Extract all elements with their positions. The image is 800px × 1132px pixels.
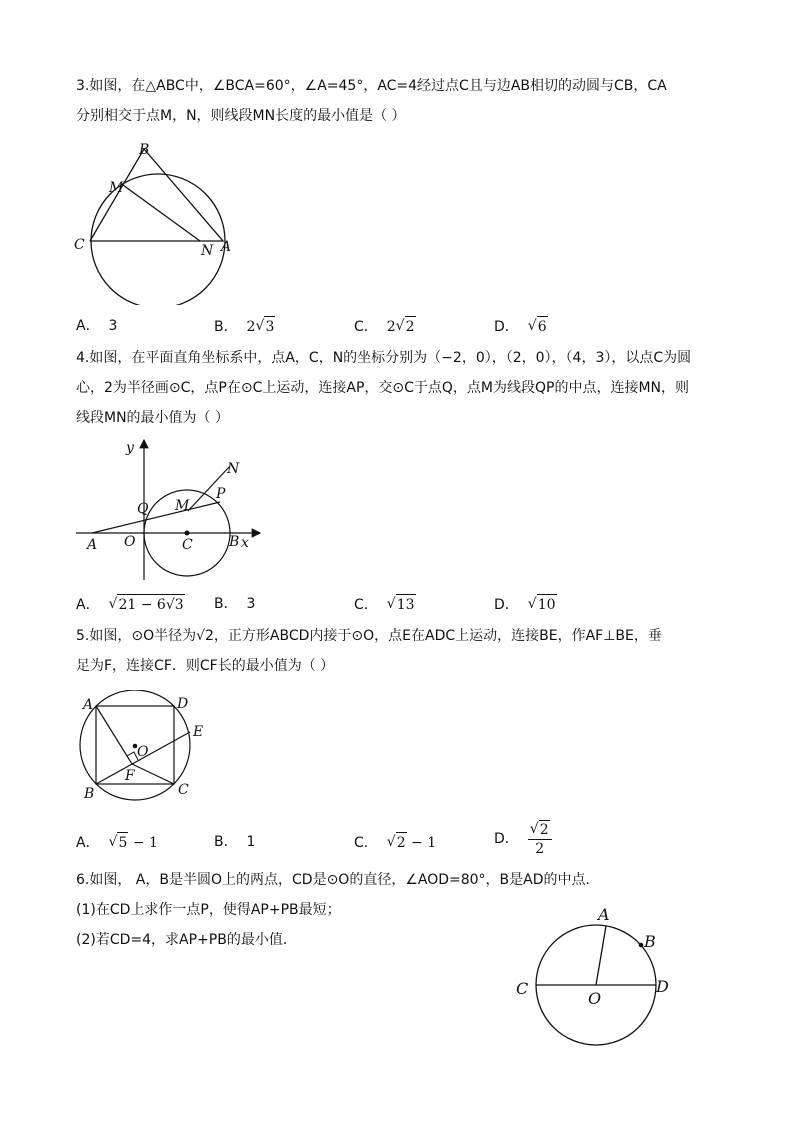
q6-part2: (2)若CD=4，求AP+PB的最小值． — [76, 932, 297, 948]
q4-label-O: O — [124, 534, 136, 550]
q6-label-D: D — [656, 977, 669, 996]
q4-label-A: A — [87, 537, 98, 553]
q6-label-C: C — [516, 979, 529, 998]
q5-stem-line2: 足为F，连接CF．则CF长的最小值为（ ） — [76, 658, 335, 674]
q6-label-O: O — [588, 989, 602, 1008]
q4-label-C: C — [182, 537, 193, 553]
q3-option-b: B． 2√ 3 — [214, 316, 275, 337]
q6-figure — [510, 900, 690, 1050]
q6-label-A: A — [598, 905, 610, 924]
q4-figure — [70, 432, 270, 587]
q5-label-E: E — [193, 724, 204, 740]
q5-label-A: A — [83, 697, 94, 713]
q3-label-M: M — [109, 180, 124, 196]
q6-label-B: B — [644, 932, 656, 951]
q4-option-d: D． √ 10 — [494, 594, 557, 615]
q5-label-B: B — [84, 786, 95, 802]
q3-option-d: D． √ 6 — [494, 316, 548, 337]
q5-option-a: A． √ 5 − 1 — [76, 832, 158, 853]
q3-label-B: B — [139, 142, 150, 158]
q4-stem-line3: 线段MN的最小值为（ ） — [76, 410, 230, 426]
q5-label-F: F — [125, 768, 135, 784]
q5-option-b: B． 1 — [214, 834, 256, 850]
q4-label-Q: Q — [137, 501, 149, 517]
q3-label-C: C — [74, 237, 85, 253]
q3-option-c: C． 2√ 2 — [354, 316, 416, 337]
q4-option-b: B． 3 — [214, 596, 256, 612]
q3-figure — [70, 140, 250, 305]
q4-option-a: A． √ 21 − 6√3 — [76, 594, 185, 615]
q5-stem-line1: 5.如图，⊙O半径为√2，正方形ABCD内接于⊙O，点E在ADC上运动，连接BE，作AF⊥BE，垂 — [76, 628, 662, 644]
q4-label-P: P — [216, 486, 226, 502]
q6-part1: (1)在CD上求作一点P，使得AP+PB最短； — [76, 902, 341, 918]
q5-label-O: O — [137, 744, 149, 760]
q5-option-c: C． √ 2 − 1 — [354, 832, 436, 853]
q4-label-x: x — [241, 535, 249, 551]
q5-label-D: D — [177, 696, 189, 712]
q3-option-a: A． 3 — [76, 318, 118, 334]
q3-stem-line1: 3.如图，在△ABC中，∠BCA=60°，∠A=45°，AC=4经过点C且与边AB相切的动圆与CB，CA — [76, 78, 667, 94]
q4-option-c: C． √ 13 — [354, 594, 416, 615]
q3-label-N: N — [201, 243, 214, 259]
q4-label-N: N — [227, 461, 240, 477]
q5-label-C: C — [178, 782, 189, 798]
q4-stem-line2: 心，2为半径画⊙C，点P在⊙C上运动，连接AP，交⊙C于点Q，点M为线段QP的中点，连接MN，则 — [76, 380, 689, 396]
q3-stem-line2: 分别相交于点M，N，则线段MN长度的最小值是（ ） — [76, 108, 406, 124]
q4-label-M: M — [175, 498, 190, 514]
q4-stem-line1: 4.如图，在平面直角坐标系中，点A，C，N的坐标分别为（−2，0），（2，0），（4，3），以点C为圆 — [76, 350, 692, 366]
q5-figure — [70, 690, 220, 810]
q5-option-d: D． √ $\frac{2}{2}$ — [494, 820, 552, 858]
q4-label-B: B — [229, 534, 240, 550]
q3-label-A: A — [221, 239, 232, 255]
q6-stem-line1: 6.如图， A，B是半圆O上的两点，CD是⊙O的直径，∠AOD=80°，B是AD的中点． — [76, 872, 600, 888]
q4-label-y: y — [126, 440, 134, 456]
